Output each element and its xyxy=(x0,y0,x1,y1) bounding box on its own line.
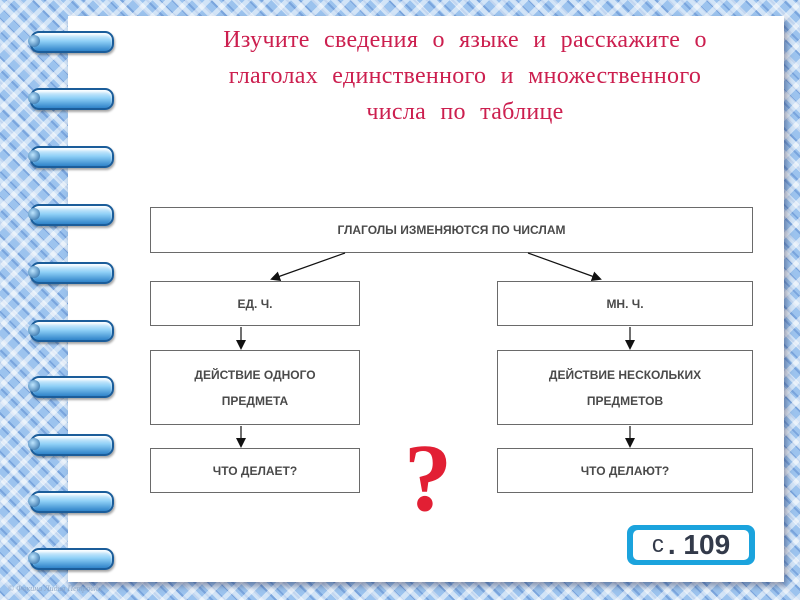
singular-label: ЕД. Ч. xyxy=(237,296,273,311)
singular-action-line: ПРЕДМЕТА xyxy=(221,393,289,408)
plural-label: МН. Ч. xyxy=(606,296,644,311)
copyright-note: © Фокина Лидия Петровна xyxy=(8,584,102,593)
arrow-down-icon xyxy=(528,253,600,279)
singular-question: ЧТО ДЕЛАЕТ? xyxy=(212,463,298,478)
plural-action-line: ПРЕДМЕТОВ xyxy=(586,393,664,408)
page-reference-inner xyxy=(633,530,749,560)
question-mark: ? xyxy=(404,424,452,531)
title-line: глаголах единственного и множественного xyxy=(228,63,702,89)
page-number: . 109 xyxy=(667,529,731,560)
page-prefix: с xyxy=(651,531,664,558)
title-line: числа по таблице xyxy=(366,99,564,125)
arrow-down-icon xyxy=(272,253,345,279)
top-box-label: ГЛАГОЛЫ ИЗМЕНЯЮТСЯ ПО ЧИСЛАМ xyxy=(337,223,566,237)
singular-action-line: ДЕЙСТВИЕ ОДНОГО xyxy=(194,367,316,382)
page-reference-badge xyxy=(627,525,755,565)
title-line: Изучите сведения о языке и расскажите о xyxy=(223,27,707,53)
plural-action-line: ДЕЙСТВИЕ НЕСКОЛЬКИХ xyxy=(548,367,702,382)
plural-question: ЧТО ДЕЛАЮТ? xyxy=(580,463,670,478)
